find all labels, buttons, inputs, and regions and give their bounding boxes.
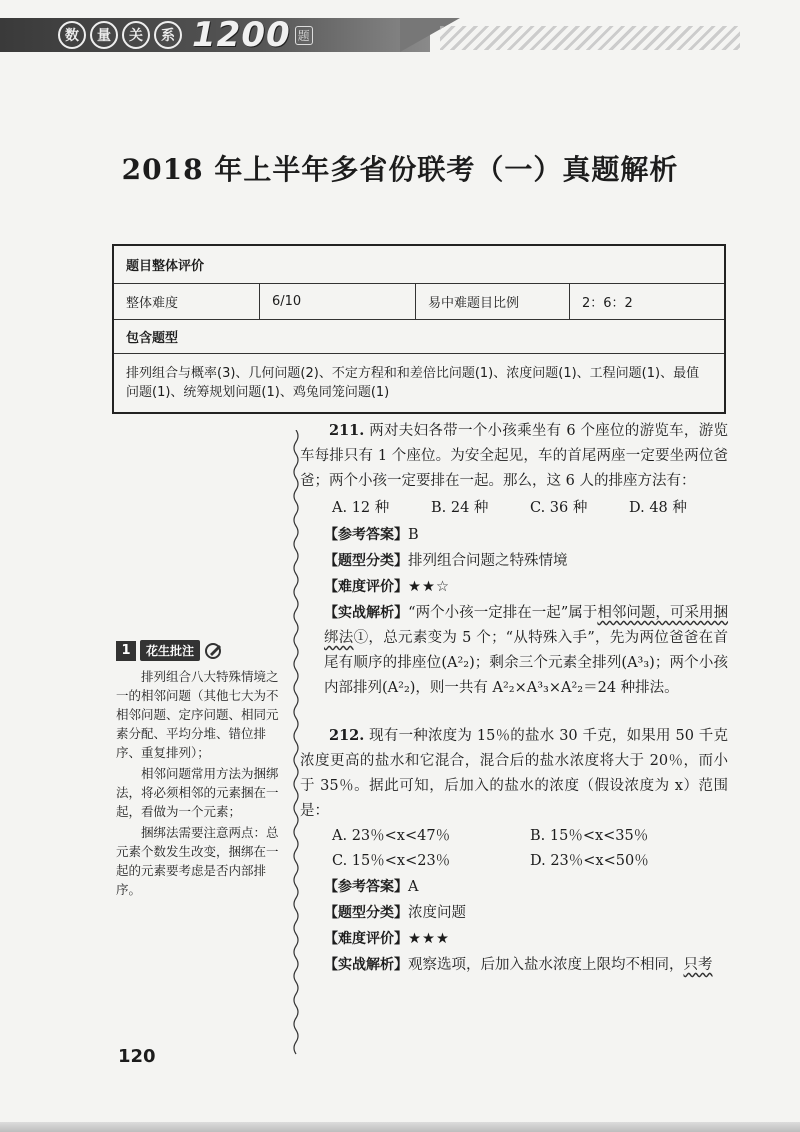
difficulty-label: 整体难度 [114,284,260,319]
type-value: 浓度问题 [408,905,466,921]
option-a: A. 23％<x<47％ [332,828,451,844]
option-b: B. 24 种 [431,500,489,516]
rating-row [300,575,728,600]
sidebar-annotation [116,640,286,901]
summary-heading: 题目整体评价 [114,246,724,284]
answer-label: 【参考答案】 [324,879,408,895]
analysis-highlight: 只考 [683,957,713,973]
ratio-value: 2：6：2 [582,296,633,311]
annotation-paragraph: 捆绑法需要注意两点：总元素个数发生改变，捆绑在一起的元素要考虑是否内部排序。 [116,825,279,897]
answer-row [300,875,728,900]
rating-label: 【难度评价】 [324,931,408,947]
question-text: 现有一种浓度为 15％的盐水 30 千克，如果用 50 千克浓度更高的盐水和它混合，混合后的盐水浓度将大于 20％，而小于 35％。据此可知，后加入的盐水的浓度（假设浓度为 x）范围是： [300,728,729,819]
answer-value: B [408,527,419,543]
summary-difficulty-row [114,284,724,320]
answer-value: A [408,879,419,895]
rating-label: 【难度评价】 [324,579,408,595]
answer-label: 【参考答案】 [324,527,408,543]
type-row [300,901,728,926]
series-char: 关 [122,21,150,49]
annotation-paragraph: 排列组合八大特殊情境之一的相邻问题（其他七大为不相邻问题、定序问题、相同元素分配、平均分堆、错位排序、重复排列）； [116,669,279,760]
question-text: 两对夫妇各带一个小孩乘坐有 6 个座位的游览车，游览车每排只有 1 个座位。为安全起见，车的首尾两座一定要坐两位爸爸；两个小孩一定要排在一起。那么，这 6 人的排座方法有： [300,423,729,489]
annotation-header [116,640,286,661]
types-text: 排列组合与概率(3)、几何问题(2)、不定方程和和差倍比问题(1)、浓度问题(1)、工程问题(1)、最值问题(1)、统筹规划问题(1)、鸡兔同笼问题(1) [126,366,700,400]
series-char: 量 [90,21,118,49]
options [300,496,728,521]
types-label: 包含题型 [114,320,724,354]
analysis [300,601,728,701]
series-number: 1200 [192,15,291,55]
analysis-highlight: 相邻问题，可采用捆绑法 [324,605,729,646]
analysis-text: 观察选项，后加入盐水浓度上限均不相同， [408,957,684,973]
type-value: 排列组合问题之特殊情境 [408,553,568,569]
option-c: C. 15％<x<23％ [332,853,451,869]
option-b: B. 15％<x<35％ [530,828,649,844]
rating-row [300,927,728,952]
page-edge [0,1122,800,1132]
header-stripes [440,26,740,50]
question-column [300,418,728,978]
wavy-divider [292,430,300,1055]
option-d: D. 23％<x<50％ [530,853,649,869]
rating-stars: ★★★ [408,931,450,947]
question-211 [300,418,728,701]
question-number: 211. [329,422,365,439]
analysis-text: “两个小孩一定排在一起”属于 [408,605,598,621]
series-char: 系 [154,21,182,49]
rating-stars: ★★☆ [408,579,450,595]
book-series-title [58,15,313,55]
answer-row [300,523,728,548]
series-suffix: 题 [295,26,313,45]
options [300,824,728,874]
type-row [300,549,728,574]
question-212 [300,723,728,978]
option-a: A. 12 种 [332,500,390,516]
annotation-label: 花生批注 [140,640,200,661]
analysis-label: 【实战解析】 [324,957,408,973]
option-d: D. 48 种 [629,500,687,516]
series-char: 数 [58,21,86,49]
option-c: C. 36 种 [530,500,588,516]
book-header [0,0,800,60]
type-label: 【题型分类】 [324,553,408,569]
page-title: 2018 年上半年多省份联考（一）真题解析 [121,153,679,186]
type-label: 【题型分类】 [324,905,408,921]
annotation-number: 1 [116,641,136,661]
pen-icon [204,642,224,660]
analysis-label: 【实战解析】 [324,605,409,621]
question-number: 212. [329,727,365,744]
annotation-paragraph: 相邻问题常用方法为捆绑法，将必须相邻的元素捆在一起，看做为一个元素； [116,766,279,819]
analysis [300,953,728,978]
ratio-label: 易中难题目比例 [416,284,570,319]
analysis-text: ①，总元素变为 5 个；“从特殊入手”，先为两位爸爸在首尾有顺序的排座位(A²₂)；剩余三个元素全排列(A³₃)；两个小孩内部排列(A²₂)，则一共有 A²₂×A³₃×A²₂＝24 种排法。 [324,630,728,696]
summary-table [112,244,726,414]
difficulty-value: 6/10 [260,284,416,319]
page-number: 120 [118,1046,156,1067]
